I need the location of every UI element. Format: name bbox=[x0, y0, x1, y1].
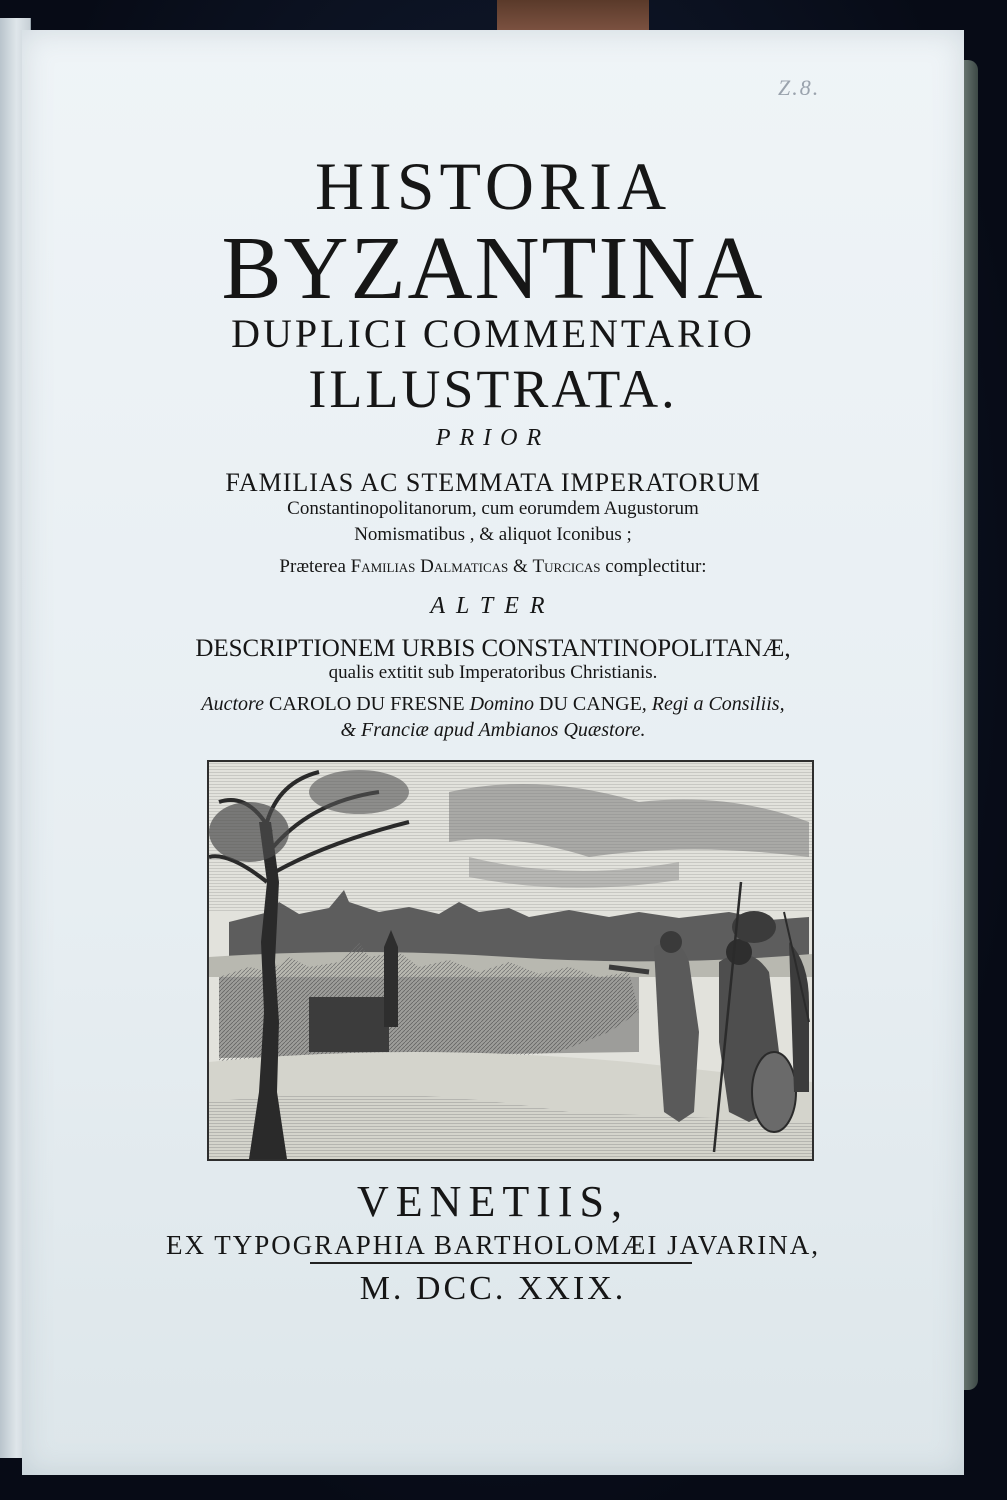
shelfmark-annotation: Z.8. bbox=[778, 75, 821, 100]
author-a5: , Regi a Consiliis, bbox=[641, 693, 785, 715]
prior-line-4-c: & bbox=[508, 556, 533, 577]
prior-line-4-b: Familias Dalmaticas bbox=[350, 556, 509, 577]
prior-line-4 bbox=[22, 556, 964, 578]
author-a2: CAROLO DU FRESNE bbox=[268, 693, 470, 715]
title-line-3: DUPLICI COMMENTARIO bbox=[231, 311, 755, 356]
title-line-4: ILLUSTRATA. bbox=[308, 359, 678, 419]
engraving-constantinople-view bbox=[207, 760, 814, 1161]
author-a1: Auctore bbox=[201, 693, 269, 715]
imprint-rule bbox=[310, 1262, 692, 1264]
prior-subject: FAMILIAS AC STEMMATA IMPERATORUM bbox=[225, 468, 761, 497]
author-a4: DU CANGE bbox=[539, 693, 642, 715]
title-line-2: BYZANTINA bbox=[221, 219, 765, 318]
prior-line-3: Nomismatibus , & aliquot Iconibus ; bbox=[354, 524, 632, 545]
author-a3: Domino bbox=[469, 693, 540, 715]
engraving-illustration bbox=[209, 762, 812, 1159]
alter-heading: ALTER bbox=[430, 593, 556, 619]
imprint-place: VENETIIS, bbox=[357, 1177, 629, 1226]
prior-line-2: Constantinopolitanorum, cum eorumdem Augustorum bbox=[287, 498, 699, 519]
prior-line-4-d: Turcicas bbox=[532, 556, 601, 577]
prior-line-4-a: Præterea bbox=[279, 556, 351, 577]
author-line-2: & Franciæ apud Ambianos Quæstore. bbox=[340, 719, 646, 741]
prior-heading: PRIOR bbox=[435, 425, 551, 451]
imprint-printer: EX TYPOGRAPHIA BARTHOLOMÆI JAVARINA, bbox=[166, 1230, 820, 1260]
alter-subject: DESCRIPTIONEM URBIS CONSTANTINOPOLITANÆ, bbox=[195, 635, 791, 662]
alter-line-2: qualis extitit sub Imperatoribus Christianis. bbox=[328, 662, 658, 683]
title-line-1: HISTORIA bbox=[314, 148, 672, 224]
prior-line-4-e: complectitur: bbox=[600, 556, 707, 577]
imprint-date: M. DCC. XXIX. bbox=[359, 1270, 627, 1307]
author-line-1 bbox=[22, 692, 964, 716]
